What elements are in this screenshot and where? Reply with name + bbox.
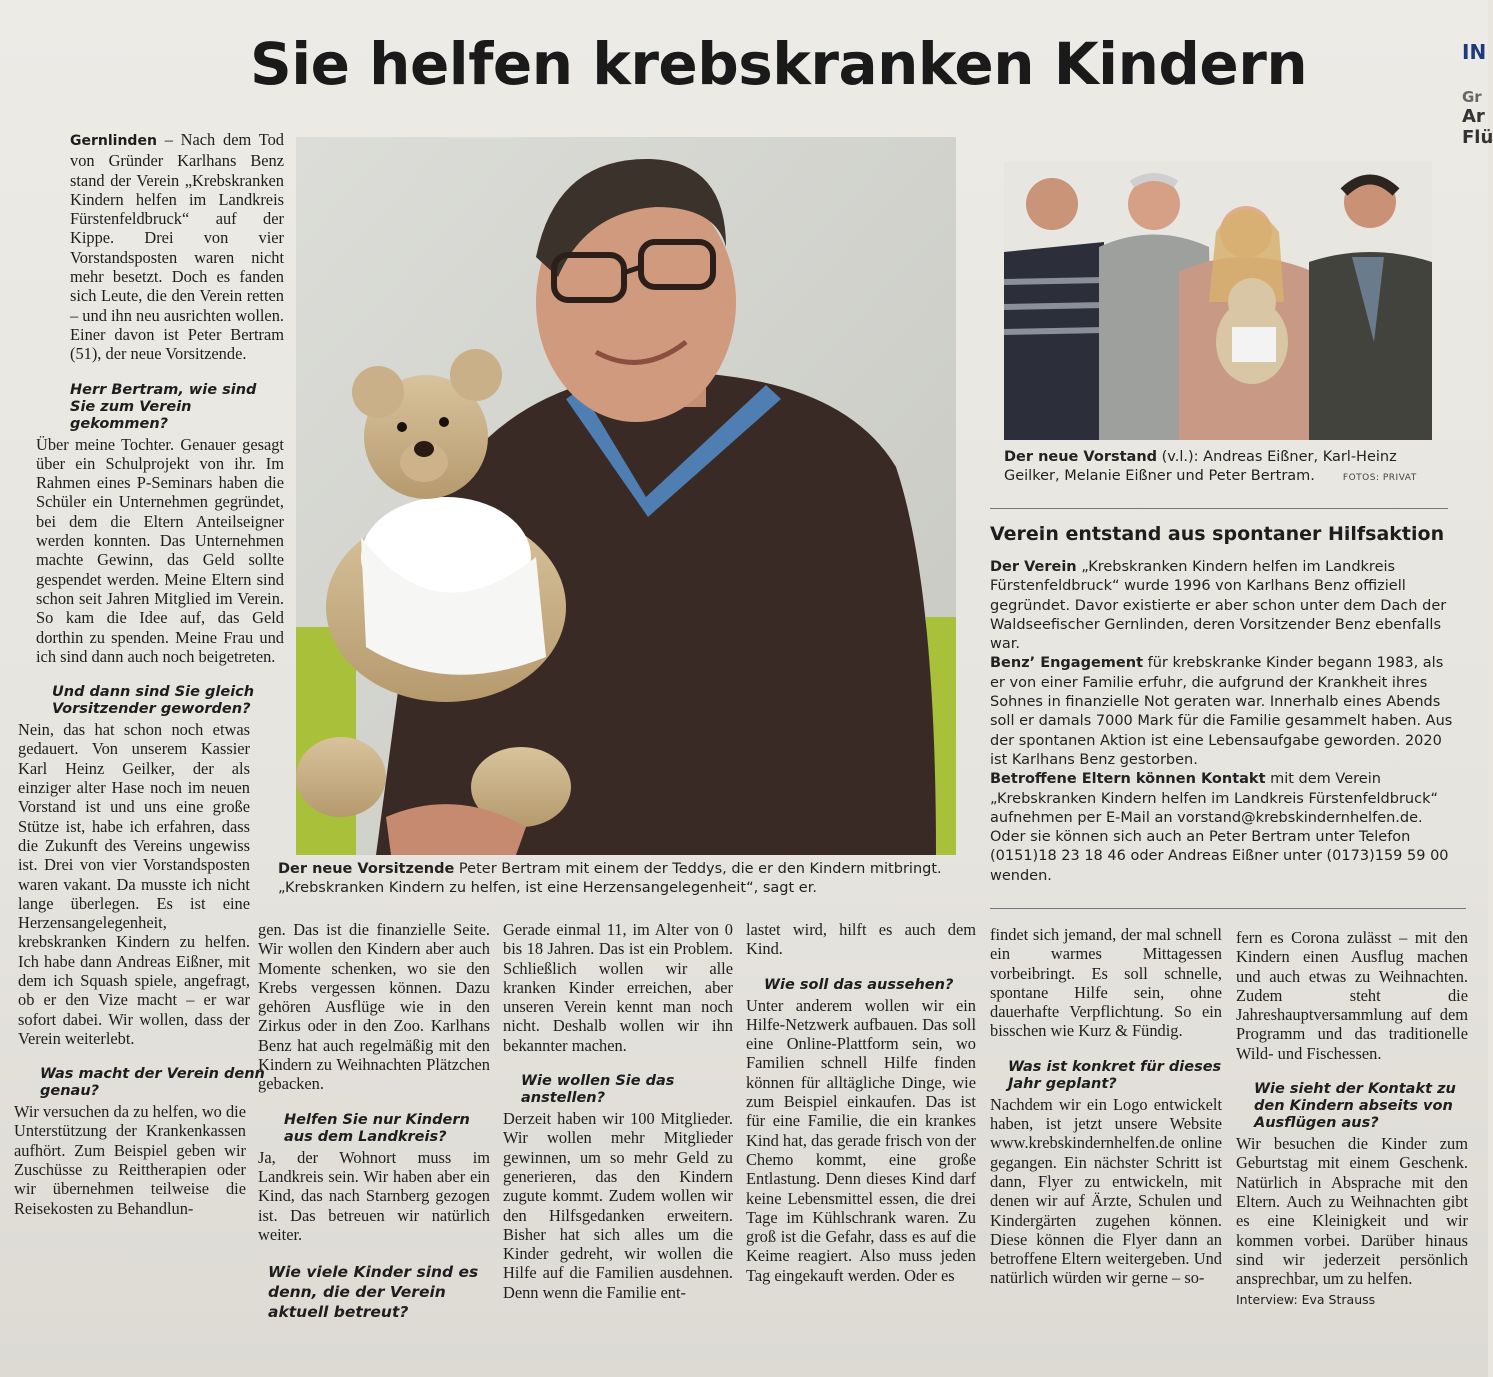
main-caption-text: Peter Bertram mit einem der Teddys, die er den Kindern mitbringt. „Krebskranken Kindern zu helfen, ist eine Herzensangelegenheit“, sagt er. [278,861,942,896]
group-caption-text: (v.l.): Andreas Eißner, Karl-Heinz Geilker, Melanie Eißner und Peter Bertram. [1004,449,1397,484]
col3-answer-2: Derzeit haben wir 100 Mitglieder. Wir wollen mehr Mitglieder gewinnen, um so mehr Geld zu generieren, das den Kindern zugute kommt. Zudem wollen wir den Hilfsgedanken erweitern. Bisher hat sich alles um die Kinder gedreht, wir wollen die Hilfe auf die Familien ausdehnen. Denn wenn die Familie ent- [503,1109,733,1302]
photo-credit: FOTOS: PRIVAT [1342,473,1417,483]
main-photo-image [296,137,956,855]
col5-question-1: Was ist konkret für dieses Jahr geplant? [1008,1058,1222,1092]
col2-question-2: Wie viele Kinder sind es denn, die der Verein aktuell betreut? [268,1263,479,1322]
col6-answer-2: Wir besuchen die Kinder zum Geburtstag mit einem Geschenk. Natürlich in Absprache mit den Eltern. Auch zu Weihnachten gibt es eine Kleinigkeit und wir kommen vorbei. Darüber hinaus sind wir jederzeit persönlich ansprechbar, um zu helfen. [1236,1134,1468,1289]
group-photo-caption [1004,448,1436,488]
question-3: Was macht der Verein denn genau? [40,1066,265,1100]
headline: Sie helfen krebskranken Kindern [250,30,1308,98]
answer-1: Über meine Tochter. Genauer gesagt über ein Schulprojekt von ihr. Im Rahmen eines P-Seminars haben die Schüler ein Unternehmen gegründet, bei dem die Eltern Anteilseigner werden konnten. Das Unternehmen machte Gewinn, das Geld sollte gespendet werden. Meine Eltern sind schon seit Jahren Mitglied im Verein. So kam die Idee auf, das Geld dorthin zu spenden. Meine Frau und ich sind dann auch noch beigetreten. [36,434,284,666]
intro-text: – Nach dem Tod von Gründer Karlhans Benz stand der Verein „Krebskranken Kindern helfen im Landkreis Fürstenfeldbruck“ auf der Kippe. Drei von vier Vorstandsposten waren nicht mehr besetzt. Doch es fanden sich Leute, die den Verein retten – und ihn neu ausrichten wollen. Einer davon ist Peter Bertram (51), der neue Vorsitzende. [70,130,284,364]
group-caption-lead: Der neue Vorstand [1004,449,1158,465]
infobox-paragraph-2 [990,654,1462,770]
col4-question-1: Wie soll das aussehen? [764,976,954,993]
infobox-paragraph-3 [990,770,1462,886]
infobox-top-rule [990,508,1448,509]
infobox-p1-text: „Krebskranken Kindern helfen im Landkreis Fürstenfeldbruck“ wurde 1996 von Karlhans Benz offiziell gegründet. Davor existierte er aber schon unter dem Dach der Waldseefischer Gernlinden, deren Vorsitzender Benz ebenfalls war. [990,559,1447,653]
column-1 [14,130,284,1218]
col3-answer-1: Gerade einmal 11, im Alter von 0 bis 18 Jahren. Das ist ein Problem. Schließlich wollen wir alle kranken Kinder erreichen, aber unseren Verein kennt man noch nicht. Deshalb wollen wir ihn bekannter machen. [503,920,733,1055]
col2-answer-1: gen. Das ist die finanzielle Seite. Wir wollen den Kindern aber auch Momente schenken, wo sie den Krebs vergessen können. Dazu gehören Ausflüge wie in den Zirkus oder in den Zoo. Karlhans Benz hat auch regelmäßig mit den Kindern zu Weihnachten Plätzchen gebacken. [258,920,490,1094]
infobox-body [990,558,1462,886]
infobox-p2-lead: Benz’ Engagement [990,655,1144,672]
main-photo-caption [278,860,968,898]
intro-location: Gernlinden [70,133,157,149]
col5-answer-1: findet sich jemand, der mal schnell ein warmes Mittagessen vorbeibringt. Es soll schnelle, spontane Hilfe sein, ohne dauerhafte Verpflichtung. So ein bisschen wie Kurz & Fündig. [990,925,1222,1041]
column-5 [990,925,1222,1288]
infobox-p3-text: mit dem Verein „Krebskranken Kindern helfen im Landkreis Fürstenfeldbruck“ aufnehmen per E-Mail an vorstand@krebskindernhelfen.de. Oder sie können sich auch an Peter Bertram unter Telefon (0151)18 23 18 46 oder Andreas Eißner unter (0173)159 59 00 wenden. [990,771,1449,884]
col2-answer-2: Ja, der Wohnort muss im Landkreis sein. Wir haben aber ein Kind, das nach Starnberg gezogen ist. Das betreuen wir natürlich weiter. [258,1147,490,1244]
infobox-p2-text: für krebskranke Kinder begann 1983, als er von einer Familie erfuhr, die aufgrund der Krankheit ihres Sohnes in finanzielle Not geraten war. Innerhalb eines Abends soll er damals 7000 Mark für die Familie gesammelt haben. Aus der spontanen Aktion ist eine Lebensaufgabe geworden. 2020 ist Karlhans Benz gestorben. [990,655,1453,768]
column-2 [258,920,490,1324]
main-caption-lead: Der neue Vorsitzende [278,861,455,877]
group-photo-image [1004,162,1432,440]
col4-answer-1: lastet wird, hilft es auch dem Kind. [746,920,976,959]
column-6 [1236,928,1468,1310]
column-4 [746,920,976,1285]
infobox-p1-lead: Der Verein [990,559,1077,575]
infobox-title: Verein entstand aus spontaner Hilfsaktion [990,523,1445,545]
main-photo [296,137,956,855]
intro-paragraph [70,130,284,364]
infobox-paragraph-1 [990,558,1462,654]
edge-text-2: Ar [1462,106,1485,127]
edge-text-3: Flü [1462,127,1493,148]
edge-text-1: Gr [1462,88,1482,106]
infobox-p3-lead: Betroffene Eltern können Kontakt [990,771,1266,788]
col2-question-1: Helfen Sie nur Kindern aus dem Landkreis? [284,1111,470,1145]
col5-answer-2: Nachdem wir ein Logo entwickelt haben, ist jetzt unsere Website www.krebskindernhelfen.de online gegangen. Ein nächster Schritt ist dann, Flyer zu entwickeln, mit denen wir auf Ärzte, Schulen und Kindergärten zugehen können. Diese können die Flyer dann an betroffene Eltern weitergeben. Und natürlich würden wir gerne – so- [990,1094,1222,1288]
col6-answer-1: fern es Corona zulässt – mit den Kindern einen Ausflug machen und auch etwas zu Weihnachten. Zudem steht die Jahreshauptversammlung auf dem Programm und das traditionelle Wild- und Fischessen. [1236,928,1468,1063]
column-3 [503,920,733,1302]
col4-answer-2: Unter anderem wollen wir ein Hilfe-Netzwerk aufbauen. Das soll eine Online-Plattform sein, wo Familien schnell Hilfe finden können für alltägliche Dinge, wie zum Beispiel einkaufen. Das ist für eine Familie, die ein krankes Kind hat, das gerade frisch von der Chemo kommt, eine große Entlastung. Denn dieses Kind darf keine Lebensmittel essen, die drei Tage im Kühlschrank waren. Zu groß ist die Gefahr, dass es auf die Keime reagiert. Also muss jeden Tag eingekauft werden. Oder es [746,995,976,1285]
answer-3: Wir versuchen da zu helfen, wo die Unterstützung der Krankenkassen aufhört. Zum Beispiel geben wir Zuschüsse zu Reittherapien oder wir übernehmen teilweise die Reisekosten zu Behandlun- [14,1102,246,1218]
adjacent-article-edge [1462,40,1492,148]
group-photo [1004,162,1432,440]
question-1: Herr Bertram, wie sind Sie zum Verein gekommen? [70,381,257,432]
interview-credit: Interview: Eva Strauss [1236,1292,1376,1308]
col3-question-1: Wie wollen Sie das anstellen? [521,1073,675,1107]
infobox-bottom-rule [990,908,1466,909]
answer-2: Nein, das hat schon noch etwas gedauert. Von unserem Kassier Karl Heinz Geilker, der als einziger alter Hase noch im neuen Vorstand ist und uns eine große Stütze ist, habe ich erfahren, dass die Zukunft des Vereins ungewiss ist. Drei von vier Vorstandsposten waren vakant. Da musste ich nicht lange überlegen. Es ist eine Herzensangelegenheit, krebskranken Kindern zu helfen. Ich habe dann Andreas Eißner, mit dem ich Squash spiele, angefragt, ob er den Vize macht – er war sofort dabei. Wir wollen, dass der Verein weiterlebt. [18,720,250,1048]
question-2: Und dann sind Sie gleich Vorsitzender geworden? [52,684,255,718]
edge-text-top: IN [1462,40,1487,64]
col6-question-1: Wie sieht der Kontakt zu den Kindern abseits von Ausflügen aus? [1254,1081,1456,1132]
